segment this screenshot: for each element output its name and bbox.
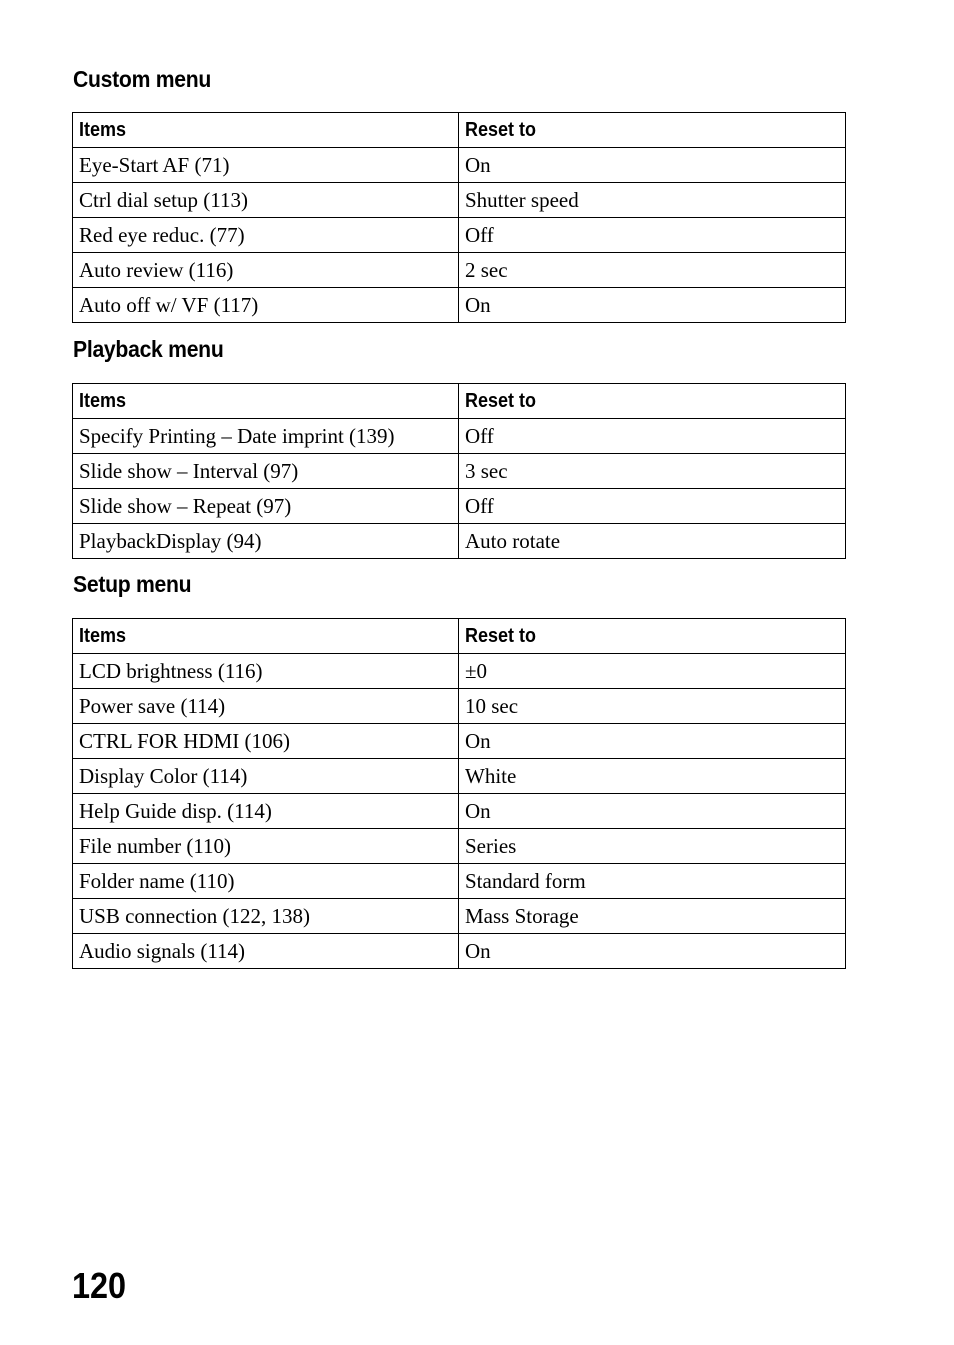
table-row [73,489,846,524]
header-items: Items [73,113,459,148]
custom-menu-title: Custom menu [73,66,212,92]
table-header-row [73,113,846,148]
reset-value: Off [459,218,846,253]
reset-value: Auto rotate [459,524,846,559]
reset-value: On [459,794,846,829]
item-name: Help Guide disp. (114) [73,794,459,829]
reset-value: 10 sec [459,689,846,724]
setup-menu-title: Setup menu [73,571,192,597]
item-name: USB connection (122, 138) [73,899,459,934]
reset-value: ±0 [459,654,846,689]
table-row [73,689,846,724]
item-name: CTRL FOR HDMI (106) [73,724,459,759]
setup-menu-table [72,618,846,969]
reset-value: Standard form [459,864,846,899]
table-row [73,864,846,899]
table-row [73,829,846,864]
header-reset-to: Reset to [459,113,846,148]
header-items: Items [73,384,459,419]
reset-value: 3 sec [459,454,846,489]
item-name: Display Color (114) [73,759,459,794]
reset-value: White [459,759,846,794]
table-header-row [73,619,846,654]
item-name: Specify Printing – Date imprint (139) [73,419,459,454]
reset-value: On [459,288,846,323]
item-name: LCD brightness (116) [73,654,459,689]
reset-value: Shutter speed [459,183,846,218]
item-name: Eye-Start AF (71) [73,148,459,183]
reset-value: On [459,724,846,759]
table-row [73,654,846,689]
item-name: Slide show – Repeat (97) [73,489,459,524]
table-row [73,148,846,183]
reset-value: Off [459,419,846,454]
table-row [73,288,846,323]
header-reset-to: Reset to [459,384,846,419]
reset-value: 2 sec [459,253,846,288]
item-name: Ctrl dial setup (113) [73,183,459,218]
item-name: Red eye reduc. (77) [73,218,459,253]
table-row [73,218,846,253]
table-row [73,724,846,759]
table-row [73,454,846,489]
playback-menu-title: Playback menu [73,336,224,362]
header-reset-to: Reset to [459,619,846,654]
table-row [73,183,846,218]
header-items: Items [73,619,459,654]
item-name: Auto off w/ VF (117) [73,288,459,323]
reset-value: Off [459,489,846,524]
table-header-row [73,384,846,419]
page-number: 120 [72,1265,127,1306]
item-name: Folder name (110) [73,864,459,899]
table-row [73,253,846,288]
reset-value: On [459,148,846,183]
playback-menu-table [72,383,846,559]
reset-value: On [459,934,846,969]
table-row [73,524,846,559]
table-row [73,419,846,454]
custom-menu-table [72,112,846,323]
item-name: Audio signals (114) [73,934,459,969]
table-row [73,899,846,934]
table-row [73,759,846,794]
item-name: File number (110) [73,829,459,864]
reset-value: Mass Storage [459,899,846,934]
table-row [73,934,846,969]
item-name: Power save (114) [73,689,459,724]
table-row [73,794,846,829]
item-name: Slide show – Interval (97) [73,454,459,489]
item-name: PlaybackDisplay (94) [73,524,459,559]
reset-value: Series [459,829,846,864]
item-name: Auto review (116) [73,253,459,288]
